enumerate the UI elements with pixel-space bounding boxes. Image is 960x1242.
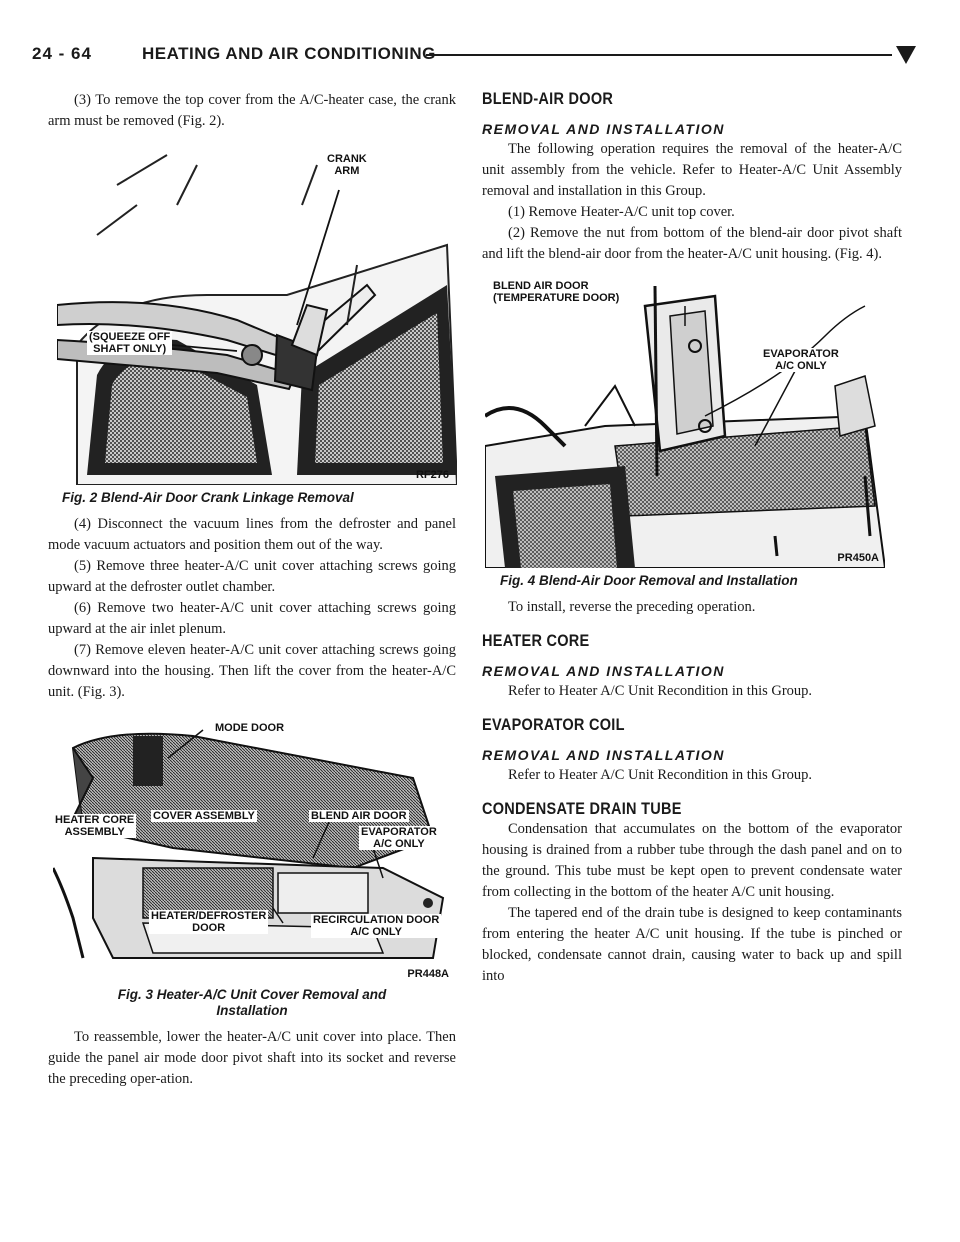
install-note: To install, reverse the preceding operation. bbox=[508, 599, 756, 615]
left-column bbox=[48, 90, 456, 1090]
label-blend-air-door: BLEND AIR DOOR (TEMPERATURE DOOR) bbox=[493, 280, 620, 304]
evaporator-paragraph: Refer to Heater A/C Unit Recondition in this Group. bbox=[508, 767, 813, 783]
page-number: 24 - 64 bbox=[32, 44, 92, 63]
section-title: HEATING AND AIR CONDITIONING bbox=[142, 44, 436, 63]
page-header bbox=[26, 44, 934, 76]
figure-code: PR448A bbox=[407, 968, 449, 980]
blend-air-door-illustration bbox=[485, 276, 885, 568]
figure-2-caption: Fig. 2 Blend-Air Door Crank Linkage Removal bbox=[62, 490, 354, 505]
label-cover-assembly: COVER ASSEMBLY bbox=[153, 810, 255, 822]
crank-linkage-illustration bbox=[57, 145, 457, 485]
heading-blend-air-door: BLEND-AIR DOOR bbox=[482, 90, 614, 108]
drain-paragraph-2: The tapered end of the drain tube is designed to keep contaminants from entering the heater A/C unit housing. If the tube is pinched or blocked, condensate cannot drain, causing water to back up and spill into bbox=[482, 905, 902, 984]
label-mode-door: MODE DOOR bbox=[215, 722, 285, 734]
label-evaporator: EVAPORATOR A/C ONLY bbox=[763, 348, 839, 372]
heading-evaporator-coil: EVAPORATOR COIL bbox=[482, 716, 625, 734]
step-4: (4) Disconnect the vacuum lines from the defroster and panel mode vacuum actuators and position them out of the way. bbox=[48, 516, 456, 553]
label-crank-arm: CRANK ARM bbox=[327, 153, 367, 177]
header-rule bbox=[426, 54, 892, 56]
label-heater-defroster-door: HEATER/DEFROSTER DOOR bbox=[151, 910, 267, 934]
label-recirculation-door: RECIRCULATION DOOR A/C ONLY bbox=[313, 914, 440, 938]
blend-step-2: (2) Remove the nut from bottom of the blend-air door pivot shaft and lift the blend-air door from the heater-A/C unit housing. (Fig. 4). bbox=[482, 225, 902, 262]
subheading-removal-installation: REMOVAL AND INSTALLATION bbox=[482, 121, 725, 137]
figure-4 bbox=[484, 275, 886, 569]
reassembly-paragraph: To reassemble, lower the heater-A/C unit cover into place. Then guide the panel air mode door pivot shaft into its socket and reverse the preceding oper-ation. bbox=[48, 1029, 456, 1087]
right-column bbox=[482, 90, 902, 987]
figure-2 bbox=[56, 144, 458, 486]
subheading-removal-installation: REMOVAL AND INSTALLATION bbox=[482, 663, 725, 679]
blend-intro: The following operation requires the removal of the heater-A/C unit assembly from the vehicle. Refer to Heater-A/C Unit Assembly removal and installation in this Group. bbox=[482, 141, 902, 199]
figure-code: PR450A bbox=[837, 552, 879, 564]
figure-4-caption: Fig. 4 Blend-Air Door Removal and Installation bbox=[500, 573, 798, 588]
figure-3 bbox=[52, 717, 454, 983]
heading-condensate-drain-tube: CONDENSATE DRAIN TUBE bbox=[482, 800, 682, 818]
step-6: (6) Remove two heater-A/C unit cover attaching screws going upward at the air inlet plenum. bbox=[48, 600, 456, 637]
figure-code: RF276 bbox=[415, 469, 449, 481]
step-5: (5) Remove three heater-A/C unit cover attaching screws going upward at the defroster outlet chamber. bbox=[48, 558, 456, 595]
subheading-removal-installation: REMOVAL AND INSTALLATION bbox=[482, 747, 725, 763]
label-heater-core-assembly: HEATER CORE ASSEMBLY bbox=[55, 814, 135, 838]
label-evaporator: EVAPORATOR A/C ONLY bbox=[361, 826, 437, 850]
figure-3-caption: Fig. 3 Heater-A/C Unit Cover Removal and Installation bbox=[117, 987, 387, 1018]
label-blend-air-door: BLEND AIR DOOR bbox=[311, 810, 407, 822]
blend-step-1: (1) Remove Heater-A/C unit top cover. bbox=[508, 204, 735, 220]
heater-core-paragraph: Refer to Heater A/C Unit Recondition in this Group. bbox=[508, 683, 813, 699]
step-3: (3) To remove the top cover from the A/C-heater case, the crank arm must be removed (Fig. 2). bbox=[48, 92, 456, 129]
step-7: (7) Remove eleven heater-A/C unit cover attaching screws going downward into the housing. Then lift the cover from the heater-A/C unit. (Fig. 3). bbox=[48, 642, 456, 700]
heater-ac-unit-illustration bbox=[53, 718, 453, 982]
triangle-mark-icon bbox=[896, 46, 916, 64]
heading-heater-core: HEATER CORE bbox=[482, 632, 590, 650]
label-squeeze-off: (SQUEEZE OFF SHAFT ONLY) bbox=[89, 331, 171, 355]
drain-paragraph-1: Condensation that accumulates on the bottom of the evaporator housing is drained from a rubber tube through the dash panel and on to the ground. This tube must be kept open to prevent condensate water from collecting in the bottom of the heater A/C unit housing. bbox=[482, 821, 902, 900]
